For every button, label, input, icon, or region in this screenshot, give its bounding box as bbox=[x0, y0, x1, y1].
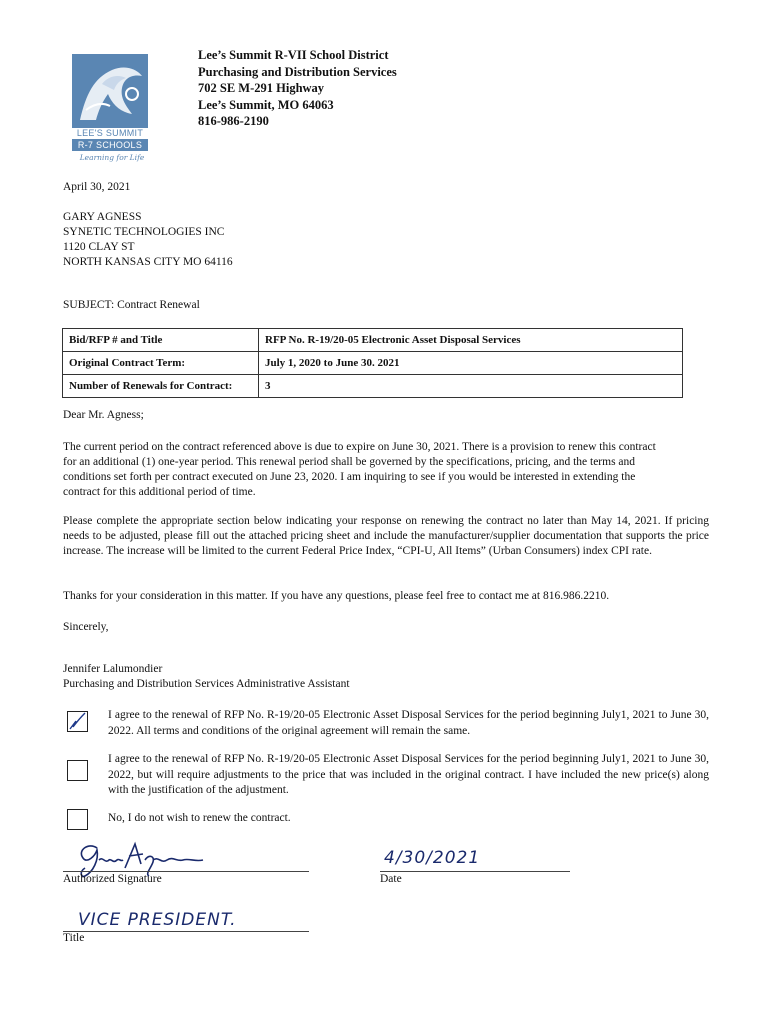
option-checkbox-decline[interactable] bbox=[67, 809, 88, 830]
option-checkbox-agree-with-adjustment[interactable] bbox=[67, 760, 88, 781]
signer-title: Purchasing and Distribution Services Administrative Assistant bbox=[63, 678, 350, 690]
logo-line-2: R-7 SCHOOLS bbox=[77, 140, 143, 150]
letterhead-line: Lee’s Summit, MO 64063 bbox=[198, 97, 334, 112]
address-line: 1120 CLAY ST bbox=[63, 241, 135, 253]
option-checkbox-agree[interactable] bbox=[67, 711, 88, 732]
table-row bbox=[63, 375, 683, 398]
letterhead-line: 702 SE M-291 Highway bbox=[198, 81, 325, 95]
option-text-agree: I agree to the renewal of RFP No. R-19/20-05 Electronic Asset Disposal Services for the period beginning July1, 2021 to June 30, 2022. All terms and conditions of the original agreement will remain the same. bbox=[108, 709, 709, 737]
address-line: NORTH KANSAS CITY MO 64116 bbox=[63, 256, 233, 268]
district-logo bbox=[72, 54, 150, 166]
logo-line-1: LEE'S SUMMIT bbox=[76, 128, 144, 138]
letterhead bbox=[198, 47, 397, 130]
date-line bbox=[380, 871, 570, 872]
signer-name: Jennifer Lalumondier bbox=[63, 663, 163, 675]
table-label-cell: Original Contract Term: bbox=[63, 352, 259, 375]
body-paragraph: Please complete the appropriate section below indicating your response on renewing the contract no later than May 14, 2021. If pricing needs to be adjusted, please fill out the attached pricing sheet and include the manufacturer/supplier documentation that supports the price increase. The increase will be limited to the current Federal Price Index, “CPI-U, All Items” (Urban Consumers) index CPI rate. bbox=[63, 515, 709, 557]
letterhead-line: Lee’s Summit R-VII School District bbox=[198, 48, 389, 62]
salutation: Dear Mr. Agness; bbox=[63, 409, 144, 421]
table-value-cell: July 1, 2020 to June 30. 2021 bbox=[259, 352, 683, 375]
table-value-cell: 3 bbox=[259, 375, 683, 398]
contract-info-table bbox=[62, 328, 683, 398]
table-label-cell: Number of Renewals for Contract: bbox=[63, 375, 259, 398]
body-paragraph: The current period on the contract referenced above is due to expire on June 30, 2021. There is a provision to renew this contract for an additional (1) one-year period. This renewal period shall be governed by the specifications, pricing, and the terms and conditions set forth per contract executed on June 23, 2020. I am inquiring to see if you would be interested in extending the contract for this additional period of time. bbox=[63, 441, 656, 498]
closing: Sincerely, bbox=[63, 621, 109, 633]
checkmark-icon bbox=[68, 712, 87, 731]
recipient-address bbox=[63, 210, 233, 270]
table-row bbox=[63, 352, 683, 375]
title-handwritten[interactable]: VICE PRESIDENT. bbox=[78, 910, 237, 930]
letterhead-line: Purchasing and Distribution Services bbox=[198, 64, 397, 79]
address-line: GARY AGNESS bbox=[63, 211, 142, 223]
title-line bbox=[63, 931, 309, 932]
address-line: SYNETIC TECHNOLOGIES INC bbox=[63, 226, 225, 238]
date-label: Date bbox=[380, 873, 402, 885]
table-row bbox=[63, 329, 683, 352]
letterhead-line: 816-986-2190 bbox=[198, 114, 269, 128]
option-text-decline: No, I do not wish to renew the contract. bbox=[108, 812, 291, 824]
table-value-cell: RFP No. R-19/20-05 Electronic Asset Disposal Services bbox=[259, 329, 683, 352]
subject-line: SUBJECT: Contract Renewal bbox=[63, 299, 200, 311]
title-label: Title bbox=[63, 932, 85, 944]
option-text-agree-with-adjustment: I agree to the renewal of RFP No. R-19/20-05 Electronic Asset Disposal Services for the period beginning July1, 2021 to June 30, 2022, but will require adjustments to the price that was included in the original contract. I have included the new price(s) along with the justification of the adjustment. bbox=[108, 753, 709, 796]
table-label-cell: Bid/RFP # and Title bbox=[63, 329, 259, 352]
signature-label: Authorized Signature bbox=[63, 873, 162, 885]
letter-date: April 30, 2021 bbox=[63, 181, 131, 193]
logo-tagline: Learning for Life bbox=[79, 153, 145, 162]
body-paragraph: Thanks for your consideration in this matter. If you have any questions, please feel free to contact me at 816.986.2210. bbox=[63, 590, 610, 602]
date-handwritten[interactable]: 4/30/2021 bbox=[384, 848, 481, 868]
